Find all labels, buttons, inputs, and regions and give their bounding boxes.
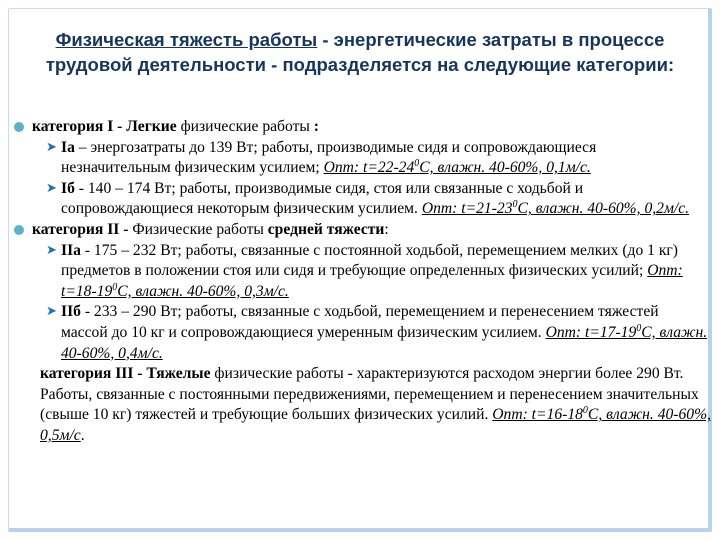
optimum-conditions: Опт: $t=17-19^0С$, влажн. 40-60%, 0,4м/с. <box>61 322 708 362</box>
subcategory-code: IIа <box>61 241 81 259</box>
subcategory-text: - 175 – 232 Вт; работы, связанные с постоянной ходьбой, перемещением мелких (до 1 кг) предметов в положении стоя или сидя и требующие определенных физических усилий; <box>61 241 678 280</box>
optimum-conditions: Опт: $t=21-23^0С$, влажн. 40-60%, 0,2м/с. <box>421 199 690 218</box>
optimum-conditions: Опт: $t=16-18^0С$, влажн. 40-60%, 0,5м/с <box>40 405 711 444</box>
category-1-text: физические работы <box>176 118 314 135</box>
category-1-label: категория I - Легкие <box>32 118 177 135</box>
category-1 <box>12 117 712 138</box>
category-3: категория III - Тяжелые физические работы - характеризуются расходом энергии более 290 Вт. Работы, связанные с постоянными передвижениями, перемещением и перенесением значительных (свыше 10 кг) тяжестей и требующие больших физических усилий. Опт: $t=16-18^0С$, влажн. 40-60%, 0,5м/с. <box>40 365 711 444</box>
category-3-label: категория III - Тяжелые <box>40 365 211 383</box>
category-1-colon: : <box>313 118 319 135</box>
category-3-text: физические работы - характеризуются расходом энергии более 290 Вт. Работы, связанные с постоянными передвижениями, перемещением и перенесением значительных (свыше 10 кг) тяжестей и требующие больших физических усилий. <box>40 365 699 424</box>
category-2-text: Физические работы <box>132 220 268 238</box>
subcategory-code: Ia <box>61 138 75 156</box>
title-rest: - энергетические затраты в процессе трудовой деятельности - подразделяется на следующие категории: <box>45 29 675 75</box>
slide-title <box>40 27 680 77</box>
circle-bullet-icon <box>14 122 24 132</box>
arrow-bullet-icon: ➤ <box>46 180 57 196</box>
subcategory-text: – энергозатраты до 139 Вт; работы, производимые сидя и сопровождающиеся незначительным физическим усилием; <box>61 138 597 177</box>
title-underlined: Физическая тяжесть работы <box>55 29 318 50</box>
category-2-bold: средней тяжести <box>267 220 385 238</box>
subcategory-iia <box>12 241 709 303</box>
content <box>12 117 712 447</box>
circle-bullet-icon <box>14 225 24 235</box>
optimum-conditions: Опт: $t=18-19^0С$, влажн. 40-60%, 0,3м/с. <box>61 262 683 300</box>
subcategory-text: - 140 – 174 Вт; работы, производимые сидя, стоя или связанные с ходьбой и сопровождающиеся некоторым физическим усилием. <box>61 179 584 218</box>
arrow-bullet-icon: ➤ <box>46 304 57 320</box>
subcategory-code: Iб <box>61 179 75 197</box>
subcategory-iib <box>12 302 709 364</box>
category-2: категория II - Физические работы средней тяжести: <box>12 220 712 241</box>
subcategory-ib <box>12 179 709 220</box>
arrow-bullet-icon: ➤ <box>46 242 57 258</box>
optimum-conditions: Опт: $t=22-24^0С$, влажн. 40-60%, 0,1м/с. <box>323 158 591 177</box>
category-2-label: категория II <box>32 220 120 238</box>
subcategory-code: IIб <box>61 303 81 321</box>
arrow-bullet-icon: ➤ <box>46 139 57 155</box>
subcategory-ia <box>12 138 709 179</box>
subcategory-text: - 233 – 290 Вт; работы, связанные с ходьбой, перемещением и перенесением тяжестей массой до 10 кг и сопровождающиеся умеренным физическим усилием. <box>61 303 659 341</box>
